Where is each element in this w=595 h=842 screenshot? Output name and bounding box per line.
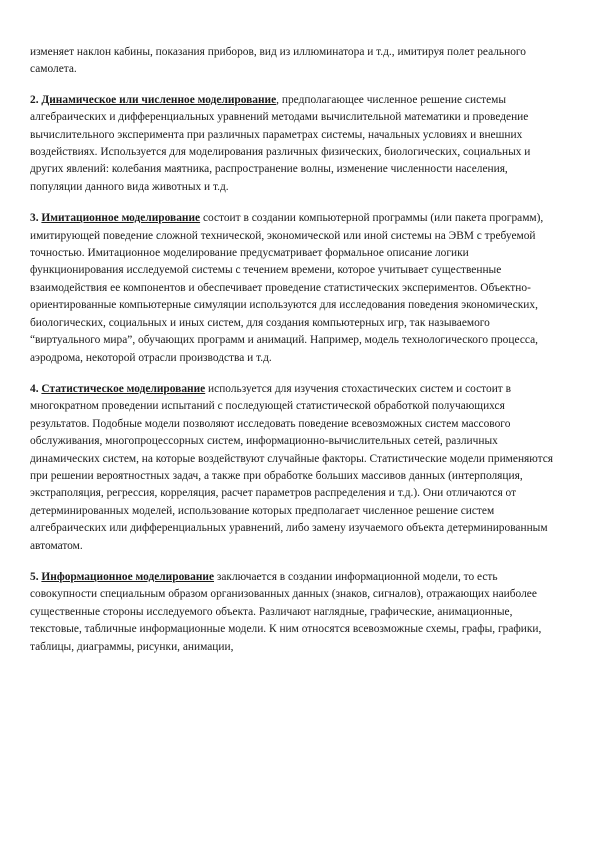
paragraph-term: Статистическое моделирование [41, 382, 206, 395]
paragraph-continuation [30, 44, 559, 79]
paragraph-body: заключается в создании информационной модели, то есть совокупности специальным образом организованных данных (знаков, сигналов), отражающих наиболее существенные стороны исследуемого объекта. Различают наглядные, графические, анимационные, текстовые, табличные информационные модели. К ним относятся всевозможные схемы, графы, графики, таблицы, диаграммы, рисунки, анимации, [30, 570, 542, 653]
paragraph-body: изменяет наклон кабины, показания приборов, вид из иллюминатора и т.д., имитируя полет реального самолета. [30, 46, 526, 76]
paragraph-number: 4. [30, 382, 39, 395]
paragraph-information-modeling [30, 569, 559, 656]
paragraph-body: , предполагающее численное решение системы алгебраических и дифференциальных уравнений методами вычислительной математики и проведение вычислительного эксперимента при различных параметрах системы, начальных условиях и внешних воздействиях. Используется для моделирования различных физических, биологических, социальных и других явлений: колебания маятника, распространение волны, изменение численности населения, популяции данного вида животных и т.д. [30, 93, 531, 193]
paragraph-body: используется для изучения стохастических систем и состоит в многократном проведении испытаний с последующей статистической обработкой получающихся результатов. Подобные модели позволяют исследовать поведение всевозможных систем массового обслуживания, многопроцессорных систем, информационно-вычислительных сетей, различных динамических систем, на которые воздействуют случайные факторы. Статистические модели применяются при решении вероятностных задач, а также при обработке больших массивов данных (интерполяция, экстраполяция, регрессия, корреляция, расчет параметров распределения и т.д.). Они отличаются от детерминированных моделей, использование которых предполагает численное решение систем алгебраических или дифференциальных уравнений, либо замену изучаемого объекта детерминированным автоматом. [30, 382, 554, 552]
paragraph-term: Динамическое или численное моделирование [41, 93, 277, 106]
paragraph-number: 3. [30, 212, 39, 225]
paragraph-body: состоит в создании компьютерной программы (или пакета программ), имитирующей поведение сложной технической, экономической или иной системы на ЭВМ с требуемой точностью. Имитационное моделирование предусматривает формальное описание логики функционирования исследуемой системы с течением времени, которое учитывает существенные взаимодействия ее компонентов и обеспечивает проведение статистических экспериментов. Объектно-ориентированные компьютерные симуляции используются для исследования поведения экономических, биологических, социальных и иных систем, для создания компьютерных игр, так называемого “виртуального мира”, обучающих программ и анимаций. Например, модель технологического процесса, аэродрома, некоторой отрасли производства и т.д. [30, 212, 544, 364]
paragraph-term: Имитационное моделирование [41, 212, 201, 225]
paragraph-term: Информационное моделирование [41, 570, 215, 583]
paragraph-statistical-modeling [30, 381, 559, 555]
paragraph-simulation-modeling [30, 210, 559, 367]
paragraph-number: 5. [30, 570, 39, 583]
paragraph-number: 2. [30, 93, 39, 106]
paragraph-dynamic-modeling [30, 92, 559, 196]
